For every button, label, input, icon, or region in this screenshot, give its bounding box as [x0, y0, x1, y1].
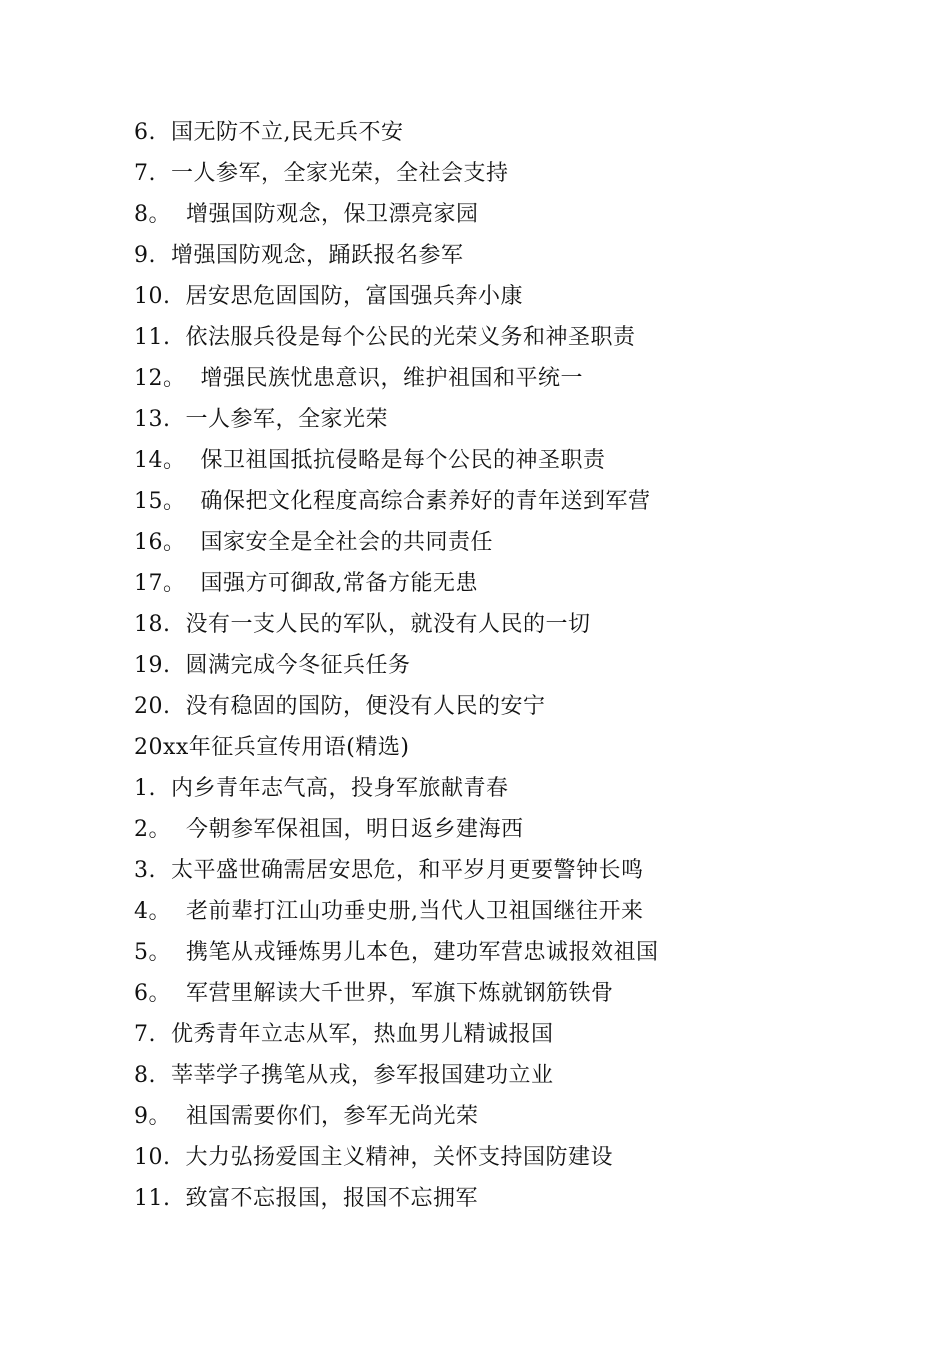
section-heading: 20xx年征兵宣传用语(精选)	[134, 735, 410, 760]
list-item: 16。 国家安全是全社会的共同责任	[134, 530, 493, 555]
list-item: 10. 大力弘扬爱国主义精神，关怀支持国防建设	[134, 1145, 613, 1170]
list-item: 8。 增强国防观念，保卫漂亮家园	[134, 202, 479, 227]
list-item: 19. 圆满完成今冬征兵任务	[134, 653, 411, 678]
list-item: 4。 老前辈打江山功垂史册,当代人卫祖国继往开来	[134, 899, 644, 924]
list-item: 5。 携笔从戎锤炼男儿本色，建功军营忠诚报效祖国	[134, 940, 659, 965]
list-item: 18. 没有一支人民的军队，就没有人民的一切	[134, 612, 591, 637]
list-item: 17。 国强方可御敌,常备方能无患	[134, 571, 478, 596]
list-item: 10. 居安思危固国防，富国强兵奔小康	[134, 284, 523, 309]
list-item: 6。 军营里解读大千世界，军旗下炼就钢筋铁骨	[134, 981, 614, 1006]
list-item: 11. 依法服兵役是每个公民的光荣义务和神圣职责	[134, 325, 636, 350]
list-item: 6. 国无防不立,民无兵不安	[134, 120, 404, 145]
list-item: 12。 增强民族忧患意识，维护祖国和平统一	[134, 366, 583, 391]
list-item: 8. 莘莘学子携笔从戎，参军报国建功立业	[134, 1063, 554, 1088]
list-item: 7. 一人参军，全家光荣，全社会支持	[134, 161, 509, 186]
list-item: 9. 增强国防观念，踊跃报名参军	[134, 243, 464, 268]
list-item: 11. 致富不忘报国，报国不忘拥军	[134, 1186, 478, 1211]
list-item: 2。 今朝参军保祖国，明日返乡建海西	[134, 817, 524, 842]
list-item: 14。 保卫祖国抵抗侵略是每个公民的神圣职责	[134, 448, 606, 473]
list-item: 20. 没有稳固的国防，便没有人民的安宁	[134, 694, 546, 719]
list-item: 13. 一人参军，全家光荣	[134, 407, 388, 432]
list-item: 9。 祖国需要你们，参军无尚光荣	[134, 1104, 479, 1129]
list-item: 1. 内乡青年志气高，投身军旅献青春	[134, 776, 509, 801]
slogan-list	[134, 112, 894, 1219]
list-item: 3. 太平盛世确需居安思危，和平岁月更要警钟长鸣	[134, 858, 644, 883]
list-item: 7. 优秀青年立志从军，热血男儿精诚报国	[134, 1022, 554, 1047]
list-item: 15。 确保把文化程度高综合素养好的青年送到军营	[134, 489, 651, 514]
